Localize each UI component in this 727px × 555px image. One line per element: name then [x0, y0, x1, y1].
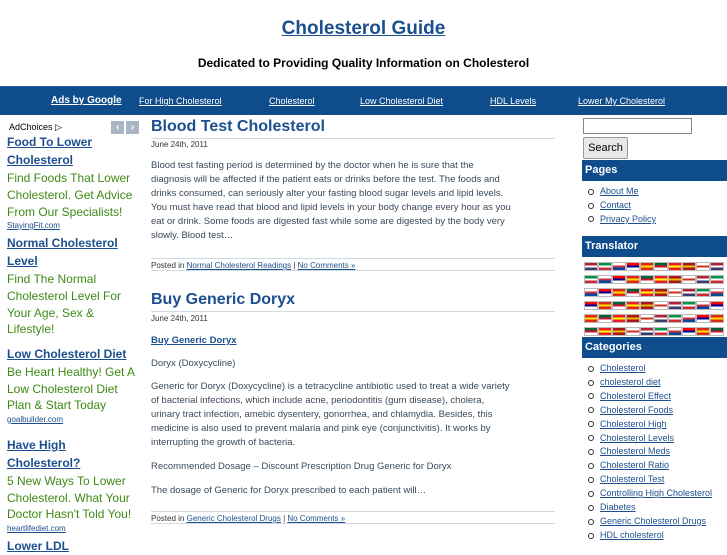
excerpt-line: You must have read that blood and lipid levels in your body change every hour as you [151, 202, 511, 213]
language-flag-icon[interactable] [640, 262, 654, 271]
language-flag-icon[interactable] [584, 327, 598, 336]
post-inline-link[interactable]: Buy Generic Doryx [151, 335, 237, 346]
category-link[interactable]: Cholesterol High [588, 418, 712, 432]
post-title[interactable]: Buy Generic Doryx [151, 291, 296, 308]
ad-column [0, 115, 145, 553]
ad-title[interactable]: Cholesterol [7, 153, 74, 167]
ad-title[interactable]: Level [7, 254, 38, 268]
category-link[interactable]: Cholesterol Ratio [588, 459, 712, 473]
language-flag-icon[interactable] [626, 314, 640, 323]
language-flag-icon[interactable] [640, 327, 654, 336]
language-flag-icon[interactable] [682, 288, 696, 297]
category-link[interactable]: Diabetes [588, 501, 712, 515]
category-link[interactable]: Cholesterol Effect [588, 390, 712, 404]
language-flag-icon[interactable] [640, 275, 654, 284]
language-flag-icon[interactable] [654, 262, 668, 271]
body-line: of bacterial infections, which include acne, periodontitis (gum disease), cholera, [151, 395, 485, 406]
category-link[interactable]: Generic Cholesterol Drugs [588, 515, 712, 529]
search-input[interactable] [583, 118, 692, 134]
ad-title[interactable]: Normal Cholesterol [7, 236, 118, 250]
ad-text: Cholesterol Level For [7, 289, 122, 303]
body-line: urinary tract infection, amebic dysentery, gonorrhea, and chlamydia. Besides, this [151, 409, 493, 420]
language-flag-icon[interactable] [710, 327, 724, 336]
language-flag-icon[interactable] [584, 288, 598, 297]
ad-url[interactable]: goalbuilder.com [7, 415, 64, 424]
categories-list [588, 362, 712, 543]
post-link-line [151, 334, 556, 348]
category-link[interactable]: cholesterol diet [588, 376, 712, 390]
language-flag-icon[interactable] [626, 262, 640, 271]
nav-link-cholesterol[interactable]: Cholesterol [269, 96, 315, 106]
ad-title[interactable]: Low Cholesterol Diet [7, 347, 127, 361]
excerpt-line: eat or drink. Some foods are digested fast while some are digested by the body very [151, 216, 505, 227]
ad-title[interactable]: Cholesterol? [7, 456, 81, 470]
language-flag-icon[interactable] [584, 314, 598, 323]
language-flag-icon[interactable] [612, 314, 626, 323]
adchoices-icon: ▷ [55, 122, 62, 132]
post-paragraph [151, 380, 556, 450]
category-link[interactable]: Cholesterol Levels [588, 432, 712, 446]
language-flag-icon[interactable] [654, 275, 668, 284]
ad-text: Find Foods That Lower [7, 171, 131, 185]
language-flag-icon[interactable] [668, 327, 682, 336]
post-paragraph: Recommended Dosage – Discount Prescription Drug Generic for Doryx [151, 461, 452, 472]
category-link[interactable]: HDL cholesterol [588, 529, 712, 543]
post-date: June 24th, 2011 [151, 140, 208, 149]
language-flag-icon[interactable] [696, 327, 710, 336]
language-flag-icon[interactable] [598, 275, 612, 284]
ad-text: Plan & Start Today [7, 398, 107, 412]
page-link-privacy-policy[interactable]: Privacy Policy [588, 213, 656, 227]
comments-link[interactable]: No Comments » [297, 261, 356, 270]
language-flag-icon[interactable] [598, 314, 612, 323]
language-flag-icon[interactable] [682, 262, 696, 271]
ad-title[interactable]: Have High [7, 438, 66, 452]
language-flag-icon[interactable] [668, 275, 682, 284]
category-link[interactable]: Cholesterol Meds [588, 445, 712, 459]
post-meta [151, 511, 555, 524]
site-title[interactable]: Cholesterol Guide [281, 18, 446, 39]
language-flag-icon[interactable] [696, 288, 710, 297]
ad-text: Your Age, Sex & [7, 306, 94, 320]
language-flag-icon[interactable] [654, 288, 668, 297]
category-link[interactable]: Controlling High Cholesterol [588, 487, 712, 501]
language-flag-icon[interactable] [640, 314, 654, 323]
posted-in-label: Posted in [151, 261, 185, 270]
page-link-contact[interactable]: Contact [588, 199, 656, 213]
post-paragraph: Doryx (Doxycycline) [151, 358, 236, 369]
pages-list [588, 185, 656, 227]
ad-prev-button[interactable]: ‹ [111, 121, 124, 134]
language-flag-icon[interactable] [710, 314, 724, 323]
language-flag-icon[interactable] [584, 275, 598, 284]
language-flag-icon[interactable] [598, 301, 612, 310]
ad-text: Be Heart Healthy! Get A [7, 365, 136, 379]
comments-link[interactable]: No Comments » [287, 514, 346, 523]
ad-text: Low Cholesterol Diet [7, 382, 118, 396]
language-flag-icon[interactable] [696, 301, 710, 310]
body-line: interrupting the growth of bacteria. [151, 437, 296, 448]
ad-title[interactable]: Food To Lower [7, 135, 93, 149]
ad-text: Cholesterol. What Your [7, 491, 130, 505]
translator-heading: Translator [582, 236, 727, 257]
ad-text: Find The Normal [7, 272, 97, 286]
language-flag-icon[interactable] [612, 288, 626, 297]
language-flag-icon[interactable] [640, 288, 654, 297]
language-flag-icon[interactable] [584, 262, 598, 271]
language-flag-icon[interactable] [654, 314, 668, 323]
ad-text: From Our Specialists! [7, 205, 123, 219]
nav-link-low-cholesterol-diet[interactable]: Low Cholesterol Diet [360, 96, 444, 106]
language-flag-icon[interactable] [682, 275, 696, 284]
language-flag-icon[interactable] [668, 301, 682, 310]
nav-link-for-high-cholesterol[interactable]: For High Cholesterol [139, 96, 222, 106]
language-flag-icon[interactable] [710, 301, 724, 310]
language-flag-icon[interactable] [654, 301, 668, 310]
ad-text: Lifestyle! [7, 322, 55, 336]
site-tagline: Dedicated to Providing Quality Information on Cholesterol [197, 56, 530, 70]
ad-url[interactable]: StayingFit.com [7, 221, 60, 230]
language-flag-icon[interactable] [710, 275, 724, 284]
categories-heading: Categories [582, 337, 727, 358]
language-flag-icon[interactable] [682, 327, 696, 336]
language-flag-icon[interactable] [598, 288, 612, 297]
language-flag-icon[interactable] [626, 327, 640, 336]
title-divider [151, 138, 555, 139]
language-flag-icon[interactable] [612, 262, 626, 271]
post-meta [151, 258, 555, 271]
language-flag-icon[interactable] [710, 262, 724, 271]
language-flag-icon[interactable] [612, 327, 626, 336]
body-line: medicine is also used to prevent malaria and pink eye (conjunctivitis). It works by [151, 423, 491, 434]
post-category-link[interactable]: Generic Cholesterol Drugs [186, 514, 281, 523]
language-flag-icon[interactable] [682, 301, 696, 310]
language-flag-icon[interactable] [584, 301, 598, 310]
adchoices-bar [0, 118, 145, 134]
nav-link-lower-my-cholesterol[interactable]: Lower My Cholesterol [578, 96, 666, 106]
post-paragraph: The dosage of Generic for Doryx prescribed to each patient will… [151, 485, 427, 496]
post-title[interactable]: Blood Test Cholesterol [151, 118, 325, 135]
pages-heading: Pages [582, 160, 727, 181]
posted-in-label: Posted in [151, 514, 185, 523]
language-flag-icon[interactable] [710, 288, 724, 297]
language-flag-icon[interactable] [668, 288, 682, 297]
meta-separator: | [283, 514, 286, 523]
ad-text: Cholesterol. Get Advice [7, 188, 133, 202]
category-link[interactable]: Cholesterol [588, 362, 712, 376]
language-flag-icon[interactable] [598, 262, 612, 271]
excerpt-line: drinks consumed, can seriously alter your fasting blood sugar levels and lipid levels. [151, 188, 504, 199]
nav-link-hdl-levels[interactable]: HDL Levels [490, 96, 537, 106]
ad-title[interactable]: Lower LDL [7, 539, 69, 553]
ads-by-google-link[interactable]: Ads by Google [51, 95, 122, 106]
ad-next-button[interactable]: › [126, 121, 139, 134]
language-flag-icon[interactable] [598, 327, 612, 336]
language-flag-icon[interactable] [612, 301, 626, 310]
top-nav-bar [0, 86, 727, 115]
excerpt-line: diagnosis will be affected if the patient eats or drinks before the test. The foods and [151, 174, 500, 185]
body-line: Generic for Doryx (Doxycycline) is a tetracycline antibiotic used to treat a wide variety [151, 381, 510, 392]
page-link-about-me[interactable]: About Me [588, 185, 656, 199]
language-flag-icon[interactable] [626, 301, 640, 310]
ad-text: 5 New Ways To Lower [7, 474, 126, 488]
meta-separator: | [293, 261, 296, 270]
title-divider [151, 311, 555, 312]
excerpt-line: Blood test fasting period is determined by the doctor when he is sure that the [151, 160, 474, 171]
language-flag-icon[interactable] [640, 301, 654, 310]
language-flag-icon[interactable] [654, 327, 668, 336]
excerpt-line: slowly. Blood test… [151, 230, 234, 241]
post-excerpt [151, 159, 556, 243]
category-link[interactable]: Cholesterol Test [588, 473, 712, 487]
language-flag-icon[interactable] [668, 314, 682, 323]
ad-url[interactable]: heartlifediet.com [7, 524, 66, 533]
language-flag-icon[interactable] [682, 314, 696, 323]
post-category-link[interactable]: Normal Cholesterol Readings [186, 261, 292, 270]
language-flag-icon[interactable] [696, 275, 710, 284]
adchoices-label[interactable]: AdChoices ▷ [9, 122, 62, 132]
language-flag-icon[interactable] [696, 262, 710, 271]
language-flag-icon[interactable] [668, 262, 682, 271]
language-flag-icon[interactable] [612, 275, 626, 284]
category-link[interactable]: Cholesterol Foods [588, 404, 712, 418]
language-flag-icon[interactable] [626, 288, 640, 297]
search-button[interactable]: Search [583, 137, 628, 159]
post-date: June 24th, 2011 [151, 314, 208, 323]
language-flag-icon[interactable] [696, 314, 710, 323]
language-flag-icon[interactable] [626, 275, 640, 284]
ad-text: Doctor Hasn't Told You! [7, 507, 132, 521]
